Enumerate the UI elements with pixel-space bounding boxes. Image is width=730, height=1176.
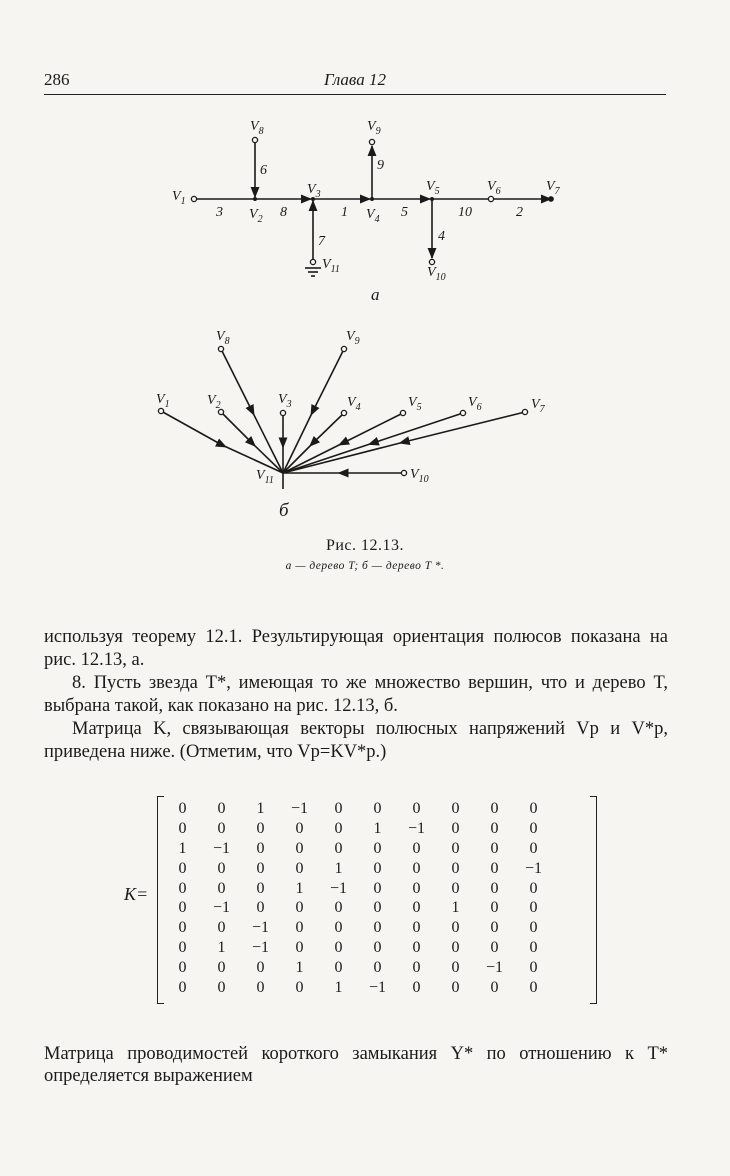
matrix-cell: 0 [256, 899, 265, 917]
matrix-cell: 0 [373, 799, 382, 817]
matrix-cell: 0 [373, 839, 382, 857]
star-node-v7 [522, 409, 527, 414]
matrix-cell: 0 [256, 879, 265, 897]
paragraph-2: 8. Пусть звезда T*, имеющая то же множество вершин, что и дерево T, выбрана такой, как показано на рис. 12.13, б. [44, 673, 668, 716]
matrix-k [157, 796, 597, 1004]
star-label-v3: $V_3$ [278, 392, 292, 410]
matrix-cell: 0 [334, 839, 343, 857]
star-label-v5: $V_5$ [408, 395, 422, 413]
matrix-cell: 0 [295, 939, 304, 957]
matrix-cell: 0 [334, 799, 343, 817]
matrix-cell: 0 [178, 959, 187, 977]
node-v2 [253, 197, 257, 201]
matrix-cell: 0 [256, 839, 265, 857]
matrix-right-bracket [590, 796, 597, 1004]
matrix-cell: 0 [412, 899, 421, 917]
matrix-cell: 0 [217, 978, 226, 996]
matrix-cell: 0 [490, 839, 499, 857]
matrix-cell: −1 [524, 859, 543, 877]
matrix-cell: 0 [178, 978, 187, 996]
matrix-row [163, 938, 553, 958]
matrix-table [163, 799, 553, 998]
star-label-v1: $V_1$ [156, 392, 170, 410]
matrix-cell: 0 [412, 859, 421, 877]
matrix-cell: 0 [529, 799, 538, 817]
matrix-cell: 0 [412, 799, 421, 817]
matrix-cell: 0 [412, 879, 421, 897]
matrix-cell: 0 [373, 939, 382, 957]
matrix-cell: 0 [412, 939, 421, 957]
star-node-v5 [400, 410, 405, 415]
matrix-cell: 0 [451, 959, 460, 977]
matrix-cell: 0 [256, 859, 265, 877]
matrix-cell: 0 [529, 819, 538, 837]
matrix-cell: −1 [407, 819, 426, 837]
label-v7: $V_7$ [546, 179, 560, 197]
matrix-cell: 0 [178, 859, 187, 877]
matrix-cell: 0 [529, 839, 538, 857]
matrix-cell: 0 [178, 919, 187, 937]
matrix-row [163, 879, 553, 899]
matrix-cell: 0 [373, 919, 382, 937]
star-label-v4: $V_4$ [347, 395, 361, 413]
matrix-cell: 0 [451, 859, 460, 877]
node-v11 [310, 259, 315, 264]
matrix-cell: 0 [451, 819, 460, 837]
label-v8: $V_8$ [250, 119, 264, 137]
figure-b-star [0, 310, 730, 530]
matrix-label: K= [124, 884, 149, 904]
paragraph-1: используя теорему 12.1. Результирующая ориентация полюсов показана на рис. 12.13, а. [44, 627, 668, 670]
edge-label-8: 8 [280, 205, 287, 220]
star-edge-v6 [283, 413, 463, 473]
matrix-row [163, 819, 553, 839]
matrix-cell: 0 [373, 959, 382, 977]
matrix-cell: 0 [529, 959, 538, 977]
matrix-cell: 0 [217, 799, 226, 817]
matrix-cell: 0 [217, 959, 226, 977]
matrix-row [163, 898, 553, 918]
figure-caption-subtitle: а — дерево T; б — дерево T *. [285, 560, 445, 572]
edge-label-1: 1 [341, 205, 348, 220]
matrix-cell: 0 [334, 919, 343, 937]
star-edge-v9 [283, 349, 344, 473]
matrix-cell: 0 [256, 978, 265, 996]
star-edge-v1 [161, 411, 283, 473]
matrix-cell: 0 [490, 899, 499, 917]
star-node-v1 [158, 408, 163, 413]
figure-a-tree [0, 0, 730, 310]
matrix-cell: 0 [412, 839, 421, 857]
star-edge-v7 [283, 412, 525, 473]
node-v3 [311, 197, 315, 201]
star-label-v11: $V_{11}$ [256, 468, 274, 486]
matrix-cell: 0 [295, 819, 304, 837]
matrix-cell: 1 [295, 959, 304, 977]
star-edge-v4 [283, 413, 344, 473]
matrix-row [163, 978, 553, 998]
matrix-row [163, 958, 553, 978]
matrix-cell: 0 [412, 919, 421, 937]
matrix-cell: −1 [212, 839, 231, 857]
label-v1: $V_1$ [172, 189, 186, 207]
matrix-cell: 1 [217, 939, 226, 957]
star-label-v2: $V_2$ [207, 393, 221, 411]
label-v4: $V_4$ [366, 207, 380, 225]
matrix-cell: −1 [368, 978, 387, 996]
label-v5: $V_5$ [426, 179, 440, 197]
matrix-cell: −1 [485, 959, 504, 977]
matrix-cell: 0 [334, 899, 343, 917]
edge-label-9: 9 [377, 158, 384, 173]
edge-label-4: 4 [438, 229, 445, 244]
matrix-cell: 0 [295, 839, 304, 857]
star-label-v9: $V_9$ [346, 329, 360, 347]
label-v3: $V_3$ [307, 182, 321, 200]
matrix-cell: 0 [295, 859, 304, 877]
panel-label-b: б [279, 500, 289, 521]
panel-label-a: а [371, 285, 380, 304]
matrix-cell: 1 [334, 859, 343, 877]
node-v6 [488, 196, 493, 201]
matrix-cell: 0 [490, 978, 499, 996]
node-v5 [430, 197, 434, 201]
matrix-cell: 0 [451, 978, 460, 996]
matrix-cell: 1 [178, 839, 187, 857]
matrix-cell: 0 [490, 799, 499, 817]
matrix-cell: 0 [529, 939, 538, 957]
text-block [44, 626, 668, 764]
matrix-cell: 0 [490, 819, 499, 837]
matrix-cell: −1 [290, 799, 309, 817]
page-number: 286 [44, 70, 70, 89]
star-label-v6: $V_6$ [468, 395, 482, 413]
matrix-row [163, 799, 553, 819]
matrix-cell: 0 [334, 939, 343, 957]
matrix-cell: 0 [490, 939, 499, 957]
matrix-cell: 0 [334, 819, 343, 837]
matrix-cell: 1 [451, 899, 460, 917]
matrix-cell: 0 [373, 859, 382, 877]
paragraph-3: Матрица K, связывающая векторы полюсных напряжений Vp и V*p, приведена ниже. (Отметим, что Vp=KV*p.) [44, 719, 668, 762]
matrix-cell: 0 [178, 819, 187, 837]
node-v4 [370, 197, 374, 201]
star-edge-v8 [221, 349, 283, 473]
edge-label-2: 2 [516, 205, 523, 220]
matrix-cell: −1 [251, 939, 270, 957]
edge-label-6: 6 [260, 163, 267, 178]
star-node-v8 [218, 346, 223, 351]
matrix-cell: 0 [217, 859, 226, 877]
matrix-cell: −1 [212, 899, 231, 917]
matrix-cell: 0 [217, 819, 226, 837]
star-node-v6 [460, 410, 465, 415]
node-v7 [549, 197, 553, 201]
edge-label-3: 3 [216, 205, 223, 220]
matrix-cell: 0 [295, 899, 304, 917]
matrix-cell: 0 [373, 879, 382, 897]
matrix-cell: 0 [490, 859, 499, 877]
matrix-cell: 0 [295, 919, 304, 937]
matrix-cell: 0 [178, 939, 187, 957]
matrix-cell: 0 [529, 899, 538, 917]
matrix-cell: 0 [529, 879, 538, 897]
node-v9 [369, 139, 374, 144]
edge-label-10: 10 [458, 205, 472, 220]
label-v11: $V_{11}$ [322, 257, 340, 275]
matrix-cell: 1 [256, 799, 265, 817]
star-node-v3 [280, 410, 285, 415]
node-v1 [191, 196, 196, 201]
star-label-v10: $V_{10}$ [410, 467, 429, 485]
matrix-cell: 0 [373, 899, 382, 917]
matrix-cell: 0 [451, 839, 460, 857]
star-edge-v5 [283, 413, 403, 473]
matrix-cell: 0 [412, 978, 421, 996]
star-label-v7: $V_7$ [531, 397, 545, 415]
matrix-cell: 0 [178, 799, 187, 817]
matrix-cell: 0 [451, 799, 460, 817]
label-v2: $V_2$ [249, 207, 263, 225]
matrix-cell: 0 [451, 919, 460, 937]
matrix-cell: 0 [256, 819, 265, 837]
star-node-v9 [341, 346, 346, 351]
star-node-v10 [401, 470, 406, 475]
matrix-cell: 0 [529, 919, 538, 937]
matrix-row [163, 918, 553, 938]
node-v8 [252, 137, 257, 142]
matrix-cell: −1 [329, 879, 348, 897]
figure-caption-title: Рис. 12.13. [325, 537, 405, 554]
star-node-v4 [341, 410, 346, 415]
matrix-cell: −1 [251, 919, 270, 937]
matrix-cell: 0 [334, 959, 343, 977]
matrix-cell: 0 [490, 919, 499, 937]
star-edge-v2 [221, 412, 283, 473]
matrix-cell: 0 [451, 879, 460, 897]
node-v10 [429, 259, 434, 264]
label-v9: $V_9$ [367, 119, 381, 137]
paragraph-4: Матрица проводимостей короткого замыкания Y* по отношению к T* определяется выражением [44, 1044, 668, 1086]
matrix-cell: 1 [295, 879, 304, 897]
matrix-cell: 0 [412, 959, 421, 977]
matrix-cell: 0 [451, 939, 460, 957]
star-label-v8: $V_8$ [216, 329, 230, 347]
matrix-cell: 1 [334, 978, 343, 996]
matrix-row [163, 839, 553, 859]
matrix-cell: 0 [295, 978, 304, 996]
matrix-cell: 0 [529, 978, 538, 996]
running-title: Глава 12 [324, 70, 386, 89]
matrix-row [163, 859, 553, 879]
label-v10: $V_{10}$ [427, 265, 446, 283]
edge-label-7: 7 [318, 234, 325, 249]
edge-label-5: 5 [401, 205, 408, 220]
matrix-cell: 0 [217, 919, 226, 937]
matrix-cell: 0 [178, 899, 187, 917]
matrix-cell: 0 [178, 879, 187, 897]
matrix-cell: 1 [373, 819, 382, 837]
text-block-bottom [44, 1043, 668, 1087]
matrix-cell: 0 [217, 879, 226, 897]
label-v6: $V_6$ [487, 179, 501, 197]
matrix-cell: 0 [256, 959, 265, 977]
matrix-cell: 0 [490, 879, 499, 897]
